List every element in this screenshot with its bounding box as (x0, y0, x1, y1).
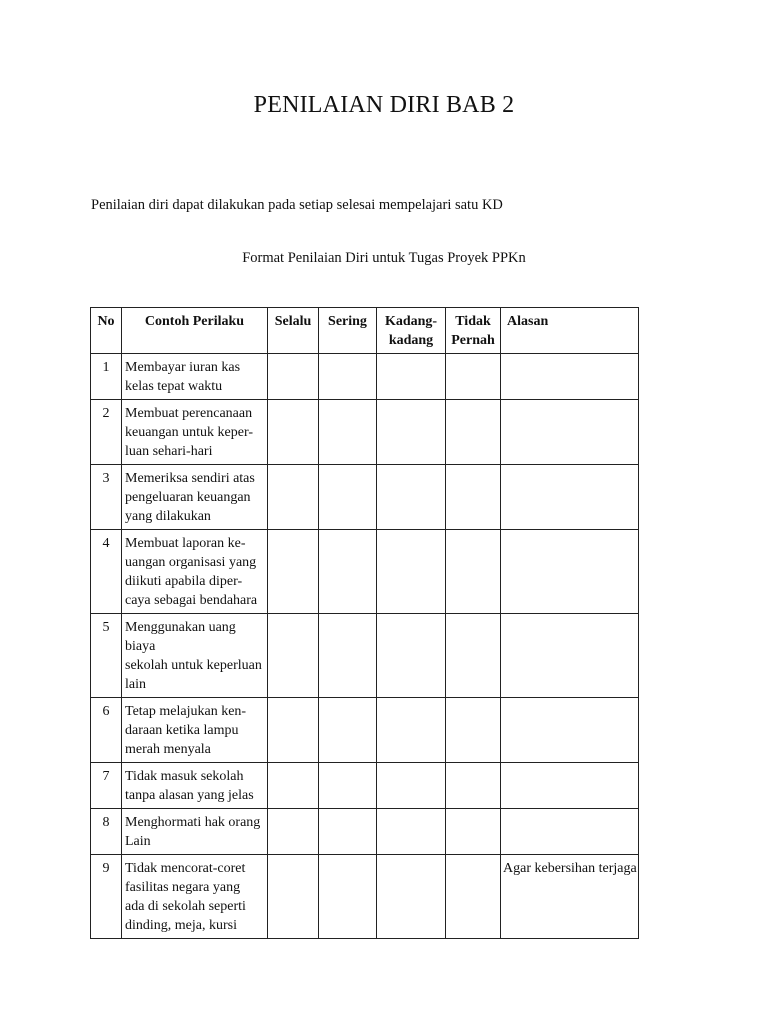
behavior-line: Tidak masuk sekolah (125, 769, 244, 784)
intro-text: Penilaian diri dapat dilakukan pada setiap selesai mempelajari satu KD (91, 197, 503, 213)
header-always: Selalu (268, 308, 319, 354)
behavior-cell (122, 530, 268, 614)
behavior-line: Lain (125, 834, 151, 849)
table-caption: Format Penilaian Diri untuk Tugas Proyek PPKn (242, 250, 526, 266)
table-row (91, 763, 639, 809)
row-number: 7 (91, 763, 122, 809)
behavior-line: Tetap melajukan ken- (125, 704, 247, 719)
table-row (91, 614, 639, 698)
reason-cell (501, 354, 639, 400)
behavior-line: kelas tepat waktu (125, 379, 223, 394)
header-behavior: Contoh Perilaku (122, 308, 268, 354)
check-cell-sometimes (377, 614, 446, 698)
check-cell-never (446, 763, 501, 809)
row-number: 1 (91, 354, 122, 400)
behavior-line: merah menyala (125, 742, 211, 757)
row-number: 4 (91, 530, 122, 614)
reason-cell (501, 530, 639, 614)
check-cell-never (446, 465, 501, 530)
header-row (91, 308, 639, 354)
behavior-line: pengeluaran keuangan (125, 490, 251, 505)
table-row (91, 354, 639, 400)
check-cell-often (319, 354, 377, 400)
check-cell-sometimes (377, 400, 446, 465)
behavior-cell (122, 614, 268, 698)
header-never-line1: Tidak (455, 314, 491, 329)
behavior-line: caya sebagai bendahara (125, 593, 258, 608)
table-row (91, 530, 639, 614)
behavior-line: Menghormati hak orang (125, 815, 261, 830)
behavior-line: Tidak mencorat-coret (125, 861, 246, 876)
check-cell-always (268, 465, 319, 530)
behavior-line: sekolah untuk keperluan (125, 658, 262, 673)
row-number: 5 (91, 614, 122, 698)
reason-cell: Agar kebersihan terjaga (501, 855, 639, 939)
behavior-line: Membuat perencanaan (125, 406, 253, 421)
behavior-cell (122, 354, 268, 400)
check-cell-never (446, 614, 501, 698)
row-number: 2 (91, 400, 122, 465)
table-row (91, 855, 639, 939)
check-cell-never (446, 530, 501, 614)
check-cell-never (446, 855, 501, 939)
behavior-line: Membuat laporan ke- (125, 536, 246, 551)
row-number: 9 (91, 855, 122, 939)
behavior-line: uangan organisasi yang (125, 555, 257, 570)
row-number: 6 (91, 698, 122, 763)
check-cell-always (268, 530, 319, 614)
behavior-line: daraan ketika lampu (125, 723, 239, 738)
behavior-line: keuangan untuk keper- (125, 425, 254, 440)
row-number: 8 (91, 809, 122, 855)
check-cell-always (268, 354, 319, 400)
behavior-line: Membayar iuran kas (125, 360, 241, 375)
behavior-cell (122, 465, 268, 530)
check-cell-sometimes (377, 354, 446, 400)
check-cell-sometimes (377, 809, 446, 855)
check-cell-often (319, 809, 377, 855)
behavior-line: diikuti apabila diper- (125, 574, 243, 589)
header-sometimes-line1: Kadang- (384, 314, 438, 329)
check-cell-often (319, 855, 377, 939)
table-row (91, 698, 639, 763)
behavior-cell (122, 763, 268, 809)
header-reason: Alasan (501, 308, 639, 354)
header-often: Sering (319, 308, 377, 354)
check-cell-never (446, 354, 501, 400)
check-cell-sometimes (377, 763, 446, 809)
behavior-line: Memeriksa sendiri atas (125, 471, 255, 486)
header-never (446, 308, 501, 354)
reason-cell (501, 809, 639, 855)
reason-cell (501, 763, 639, 809)
reason-cell (501, 698, 639, 763)
behavior-line: tanpa alasan yang jelas (125, 788, 254, 803)
header-never-line2: Pernah (451, 333, 495, 348)
check-cell-always (268, 614, 319, 698)
behavior-line: dinding, meja, kursi (125, 918, 237, 933)
check-cell-always (268, 809, 319, 855)
check-cell-often (319, 465, 377, 530)
behavior-line: yang dilakukan (125, 509, 211, 524)
check-cell-often (319, 763, 377, 809)
row-number: 3 (91, 465, 122, 530)
self-assessment-table (90, 307, 639, 939)
reason-cell (501, 400, 639, 465)
behavior-cell (122, 809, 268, 855)
check-cell-sometimes (377, 698, 446, 763)
header-sometimes-line2: kadang (388, 333, 434, 348)
check-cell-often (319, 614, 377, 698)
check-cell-always (268, 763, 319, 809)
check-cell-often (319, 530, 377, 614)
table-row (91, 465, 639, 530)
header-sometimes (377, 308, 446, 354)
check-cell-sometimes (377, 530, 446, 614)
behavior-cell (122, 400, 268, 465)
check-cell-never (446, 698, 501, 763)
table-row (91, 809, 639, 855)
check-cell-often (319, 400, 377, 465)
check-cell-never (446, 809, 501, 855)
check-cell-often (319, 698, 377, 763)
check-cell-never (446, 400, 501, 465)
check-cell-always (268, 855, 319, 939)
behavior-line: ada di sekolah seperti (125, 899, 246, 914)
behavior-line: lain (125, 677, 146, 692)
check-cell-always (268, 698, 319, 763)
table-row (91, 400, 639, 465)
check-cell-always (268, 400, 319, 465)
behavior-line: luan sehari-hari (125, 444, 213, 459)
behavior-line: fasilitas negara yang (125, 880, 241, 895)
check-cell-sometimes (377, 855, 446, 939)
behavior-cell (122, 698, 268, 763)
check-cell-sometimes (377, 465, 446, 530)
behavior-cell (122, 855, 268, 939)
page-title: PENILAIAN DIRI BAB 2 (253, 92, 515, 118)
header-no: No (91, 308, 122, 354)
reason-cell (501, 614, 639, 698)
reason-cell (501, 465, 639, 530)
behavior-line: Menggunakan uang biaya (125, 620, 236, 654)
